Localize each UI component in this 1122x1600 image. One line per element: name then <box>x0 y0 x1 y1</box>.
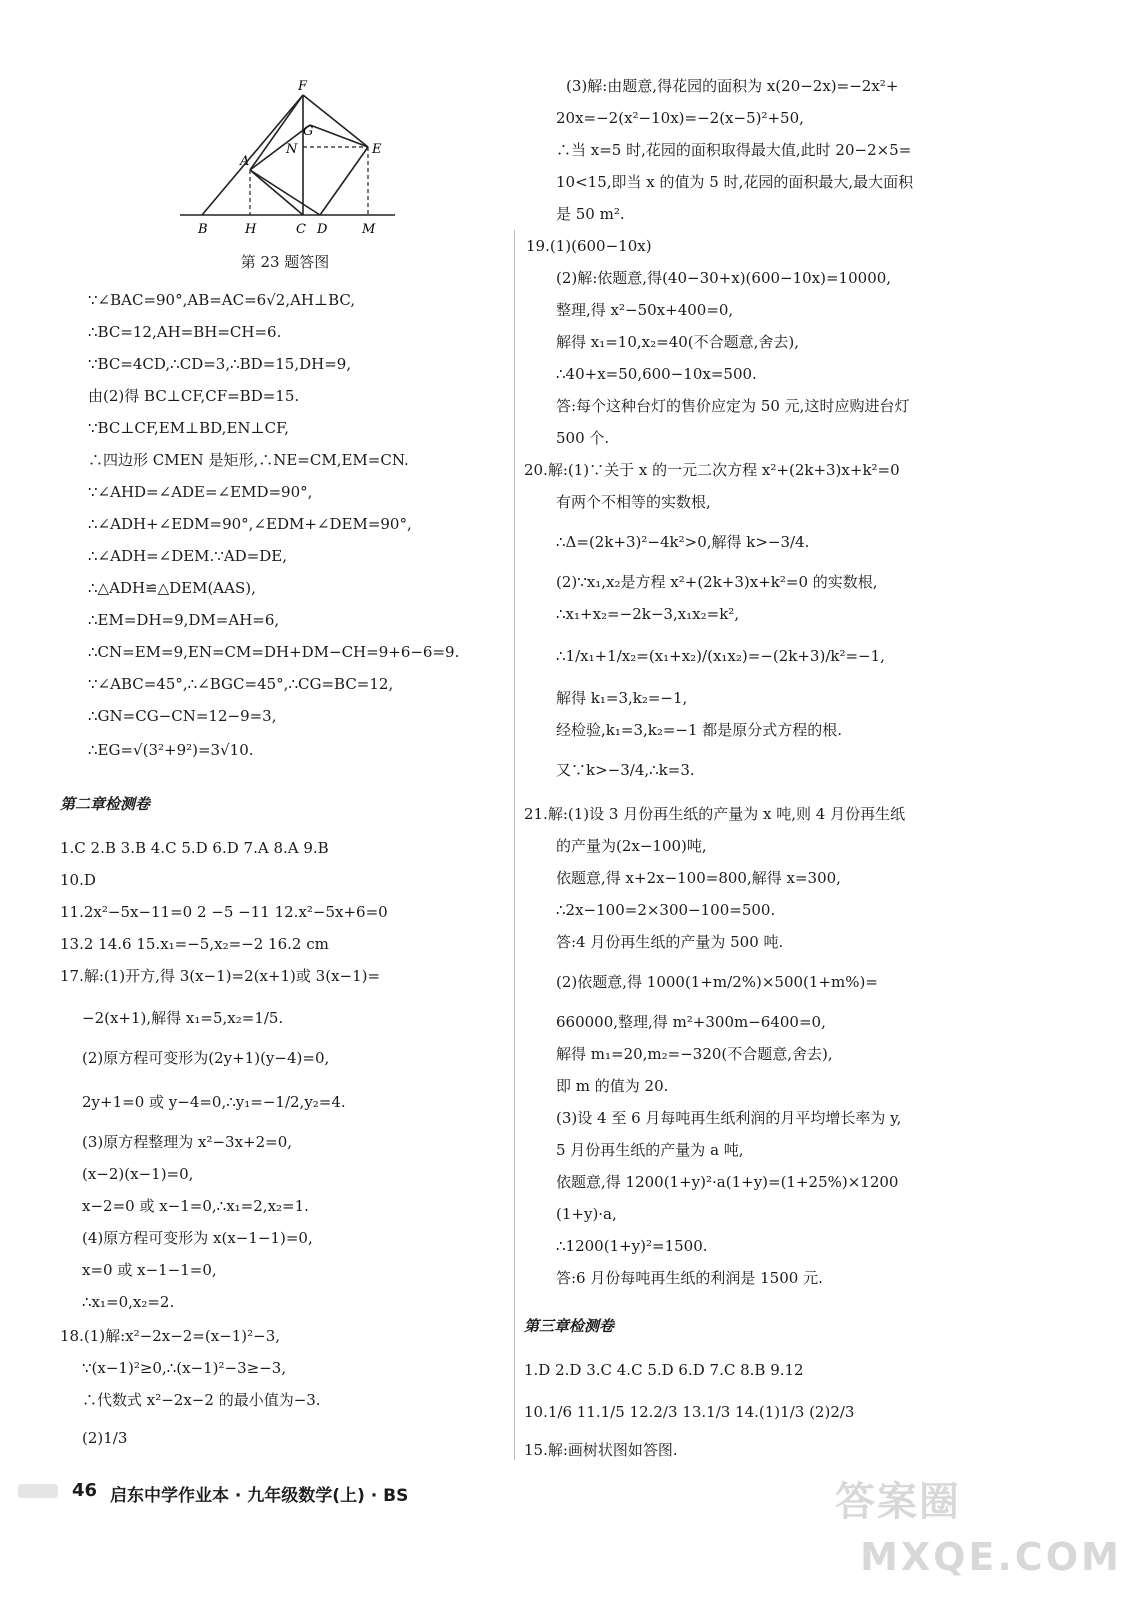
label-F: F <box>298 79 308 94</box>
solution-line: 5 月份再生纸的产量为 a 吨, <box>556 1141 744 1159</box>
watermark-logo: 答案圈 <box>835 1479 961 1525</box>
label-D: D <box>317 222 328 237</box>
solution-line: ∴CN=EM=9,EN=CM=DH+DM−CH=9+6−6=9. <box>88 643 460 661</box>
solution-line: 整理,得 x²−50x+400=0, <box>556 301 734 319</box>
chapter2-heading: 第二章检测卷 <box>60 795 151 813</box>
answer-line: 1.D 2.D 3.C 4.C 5.D 6.D 7.C 8.B 9.12 <box>524 1361 804 1379</box>
column-divider <box>514 230 515 1460</box>
solution-line: ∴40+x=50,600−10x=500. <box>556 365 757 383</box>
solution-line: ∴EG=√(3²+9²)=3√10. <box>88 741 254 759</box>
footer-decoration <box>18 1484 58 1498</box>
solution-line: ∵∠BAC=90°,AB=AC=6√2,AH⊥BC, <box>88 291 356 309</box>
solution-line: ∴2x−100=2×300−100=500. <box>556 901 776 919</box>
solution-line: ∵BC⊥CF,EM⊥BD,EN⊥CF, <box>88 419 289 437</box>
label-B: B <box>198 222 208 237</box>
answer-line: (2)原方程可变形为(2y+1)(y−4)=0, <box>82 1049 330 1067</box>
solution-line: ∴1200(1+y)²=1500. <box>556 1237 708 1255</box>
solution-line: 20.解:(1)∵关于 x 的一元二次方程 x²+(2k+3)x+k²=0 <box>524 461 900 479</box>
solution-line: 的产量为(2x−100)吨, <box>556 837 707 855</box>
answer-line: ∴x₁=0,x₂=2. <box>82 1293 175 1311</box>
solution-line: ∴Δ=(2k+3)²−4k²>0,解得 k>−3/4. <box>556 533 810 551</box>
solution-line: ∴1/x₁+1/x₂=(x₁+x₂)/(x₁x₂)=−(2k+3)/k²=−1, <box>556 647 885 665</box>
solution-line: ∴BC=12,AH=BH=CH=6. <box>88 323 282 341</box>
solution-line: ∴△ADH≌△DEM(AAS), <box>88 579 256 597</box>
solution-line: (2)∵x₁,x₂是方程 x²+(2k+3)x+k²=0 的实数根, <box>556 573 878 591</box>
solution-line: ∴GN=CG−CN=12−9=3, <box>88 707 277 725</box>
answer-line: (x−2)(x−1)=0, <box>82 1165 194 1183</box>
solution-line: 答:4 月份再生纸的产量为 500 吨. <box>556 933 784 951</box>
answer-line: 2y+1=0 或 y−4=0,∴y₁=−1/2,y₂=4. <box>82 1093 346 1111</box>
solution-line: ∵BC=4CD,∴CD=3,∴BD=15,DH=9, <box>88 355 352 373</box>
label-M: M <box>362 222 376 237</box>
solution-line: (2)依题意,得 1000(1+m/2%)×500(1+m%)= <box>556 973 878 991</box>
solution-line: 解得 x₁=10,x₂=40(不合题意,舍去), <box>556 333 800 351</box>
solution-line: 有两个不相等的实数根, <box>556 493 711 511</box>
solution-line: 10<15,即当 x 的值为 5 时,花园的面积最大,最大面积 <box>556 173 914 191</box>
solution-line: 500 个. <box>556 429 610 447</box>
chapter3-heading: 第三章检测卷 <box>524 1317 615 1335</box>
answer-line: 10.1/6 11.1/5 12.2/3 13.1/3 14.(1)1/3 (2)2/3 <box>524 1403 855 1421</box>
solution-line: ∵∠AHD=∠ADE=∠EMD=90°, <box>88 483 313 501</box>
answer-line: x=0 或 x−1−1=0, <box>82 1261 217 1279</box>
solution-line: (3)解:由题意,得花园的面积为 x(20−2x)=−2x²+ <box>566 77 899 95</box>
answer-line: (2)1/3 <box>82 1429 128 1447</box>
solution-line: 依题意,得 1200(1+y)²·a(1+y)=(1+25%)×1200 <box>556 1173 899 1191</box>
watermark-url: MXQE.COM <box>860 1535 1122 1579</box>
solution-line: 解得 k₁=3,k₂=−1, <box>556 689 688 707</box>
solution-line: ∴当 x=5 时,花园的面积取得最大值,此时 20−2×5= <box>556 141 912 159</box>
solution-line: (1+y)·a, <box>556 1205 617 1223</box>
answer-line: (4)原方程可变形为 x(x−1−1)=0, <box>82 1229 313 1247</box>
solution-line: 答:每个这种台灯的售价应定为 50 元,这时应购进台灯 <box>556 397 910 415</box>
answer-line: 15.解:画树状图如答图. <box>524 1441 678 1459</box>
label-A: A <box>240 154 250 169</box>
solution-line: 经检验,k₁=3,k₂=−1 都是原分式方程的根. <box>556 721 843 739</box>
solution-line: 由(2)得 BC⊥CF,CF=BD=15. <box>88 387 300 405</box>
answer-line: 13.2 14.6 15.x₁=−5,x₂=−2 16.2 cm <box>60 935 329 953</box>
solution-line: 又∵k>−3/4,∴k=3. <box>556 761 695 779</box>
solution-line: 答:6 月份每吨再生纸的利润是 1500 元. <box>556 1269 823 1287</box>
solution-line: 依题意,得 x+2x−100=800,解得 x=300, <box>556 869 841 887</box>
solution-line: ∴x₁+x₂=−2k−3,x₁x₂=k², <box>556 605 740 623</box>
solution-line: 19.(1)(600−10x) <box>526 237 652 255</box>
solution-line: ∴EM=DH=9,DM=AH=6, <box>88 611 280 629</box>
solution-line: 660000,整理,得 m²+300m−6400=0, <box>556 1013 826 1031</box>
solution-line: ∴∠ADH=∠DEM.∵AD=DE, <box>88 547 288 565</box>
solution-line: (2)解:依题意,得(40−30+x)(600−10x)=10000, <box>556 269 892 287</box>
solution-line: 20x=−2(x²−10x)=−2(x−5)²+50, <box>556 109 804 127</box>
footer-title: 启东中学作业本 · 九年级数学(上) · BS <box>110 1486 409 1506</box>
answer-line: −2(x+1),解得 x₁=5,x₂=1/5. <box>82 1009 284 1027</box>
answer-line: x−2=0 或 x−1=0,∴x₁=2,x₂=1. <box>82 1197 309 1215</box>
answer-line: ∴代数式 x²−2x−2 的最小值为−3. <box>82 1391 321 1409</box>
geometry-figure <box>170 75 400 240</box>
solution-line: 即 m 的值为 20. <box>556 1077 669 1095</box>
solution-line: 解得 m₁=20,m₂=−320(不合题意,舍去), <box>556 1045 833 1063</box>
answer-line: ∵(x−1)²≥0,∴(x−1)²−3≥−3, <box>82 1359 287 1377</box>
answer-line: 1.C 2.B 3.B 4.C 5.D 6.D 7.A 8.A 9.B <box>60 839 329 857</box>
answer-line: 17.解:(1)开方,得 3(x−1)=2(x+1)或 3(x−1)= <box>60 967 381 985</box>
label-E: E <box>372 142 382 157</box>
answer-line: 11.2x²−5x−11=0 2 −5 −11 12.x²−5x+6=0 <box>60 903 388 921</box>
solution-line: ∴∠ADH+∠EDM=90°,∠EDM+∠DEM=90°, <box>88 515 412 533</box>
answer-line: (3)原方程整理为 x²−3x+2=0, <box>82 1133 293 1151</box>
solution-line: ∴四边形 CMEN 是矩形,∴NE=CM,EM=CN. <box>88 451 409 469</box>
solution-line: ∵∠ABC=45°,∴∠BGC=45°,∴CG=BC=12, <box>88 675 394 693</box>
label-N: N <box>286 142 298 157</box>
label-H: H <box>245 222 257 237</box>
answer-line: 18.(1)解:x²−2x−2=(x−1)²−3, <box>60 1327 281 1345</box>
solution-line: 21.解:(1)设 3 月份再生纸的产量为 x 吨,则 4 月份再生纸 <box>524 805 906 823</box>
label-G: G <box>303 124 314 139</box>
answer-line: 10.D <box>60 871 96 889</box>
solution-line: (3)设 4 至 6 月每吨再生纸利润的月平均增长率为 y, <box>556 1109 902 1127</box>
label-C: C <box>296 222 306 237</box>
figure-caption: 第 23 题答图 <box>240 253 330 271</box>
page-number: 46 <box>72 1480 98 1501</box>
solution-line: 是 50 m². <box>556 205 625 223</box>
